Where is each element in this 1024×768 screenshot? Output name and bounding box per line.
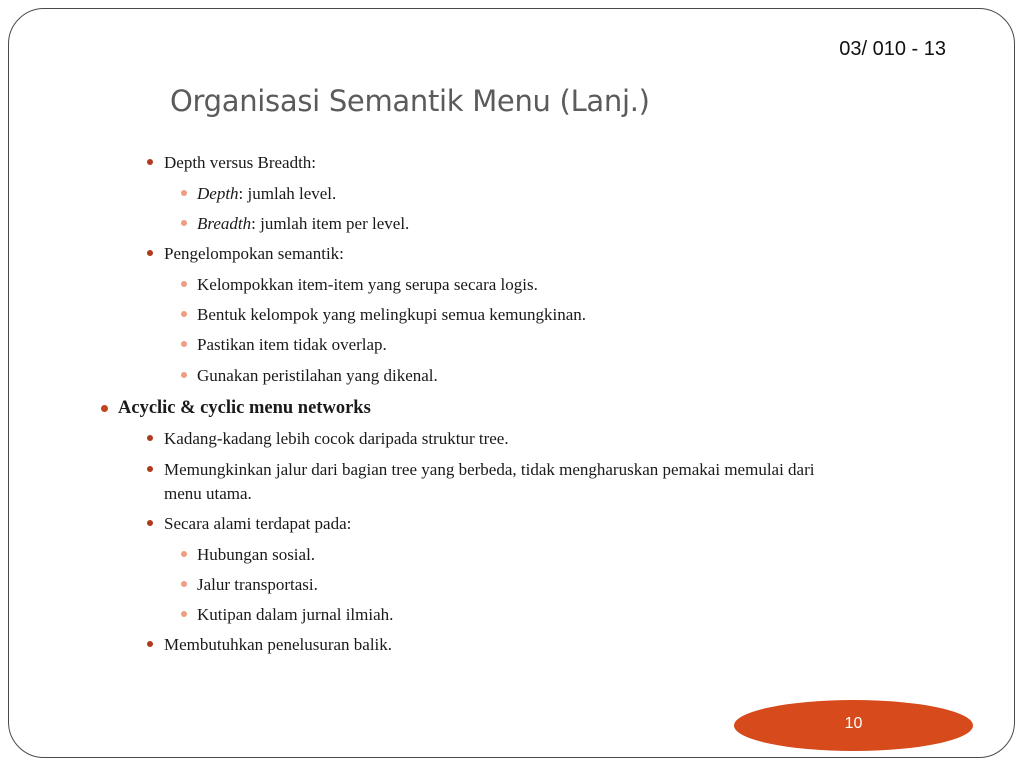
list-item-group-2: Bentuk kelompok yang melingkupi semua kemungkinan.: [197, 305, 587, 324]
list-item-net-2-continued: menu utama.: [164, 484, 252, 503]
slide-frame: [8, 8, 1015, 758]
slide-title: Organisasi Semantik Menu (Lanj.): [170, 84, 650, 118]
bullet-icon: [181, 581, 187, 587]
bullet-icon: [147, 520, 153, 526]
breadth-description: : jumlah item per level.: [251, 214, 410, 233]
bullet-icon: [181, 611, 187, 617]
bullet-icon: [181, 341, 187, 347]
list-item-group-1: Kelompokkan item-item yang serupa secara logis.: [197, 275, 538, 294]
bullet-icon: [147, 466, 153, 472]
list-item-group-4: Gunakan peristilahan yang dikenal.: [197, 366, 438, 385]
list-item-group-3: Pastikan item tidak overlap.: [197, 335, 387, 354]
bullet-icon: [101, 405, 108, 412]
bullet-icon: [181, 372, 187, 378]
bullet-icon: [181, 551, 187, 557]
bullet-icon: [147, 641, 153, 647]
list-item-net-3-3: Kutipan dalam jurnal ilmiah.: [197, 605, 394, 624]
bullet-icon: [181, 220, 187, 226]
bullet-icon: [181, 311, 187, 317]
list-item-depth: [197, 182, 336, 206]
bullet-icon: [147, 435, 153, 441]
list-item-breadth: [197, 212, 409, 236]
bullet-icon: [147, 250, 153, 256]
list-item-grouping: Pengelompokan semantik:: [164, 244, 344, 263]
page-number: 10: [844, 715, 863, 732]
list-item-net-3-1: Hubungan sosial.: [197, 545, 316, 564]
list-item-net-3-2: Jalur transportasi.: [197, 575, 318, 594]
list-item-net-3: Secara alami terdapat pada:: [164, 514, 352, 533]
breadth-term: Breadth: [197, 214, 252, 233]
bullet-icon: [181, 281, 187, 287]
list-item-depth-breadth: Depth versus Breadth:: [164, 153, 317, 172]
list-item-net-1: Kadang-kadang lebih cocok daripada struktur tree.: [164, 429, 509, 448]
list-item-networks: Acyclic & cyclic menu networks: [118, 398, 371, 418]
bullet-icon: [181, 190, 187, 196]
slide-code: 03/ 010 - 13: [839, 38, 946, 60]
list-item-net-4: Membutuhkan penelusuran balik.: [164, 635, 393, 654]
list-item-net-2: Memungkinkan jalur dari bagian tree yang berbeda, tidak mengharuskan pemakai memulai dari: [164, 460, 815, 479]
depth-term: Depth: [197, 184, 239, 203]
bullet-icon: [147, 159, 153, 165]
depth-description: : jumlah level.: [238, 184, 337, 203]
page-number-badge: [734, 700, 973, 751]
